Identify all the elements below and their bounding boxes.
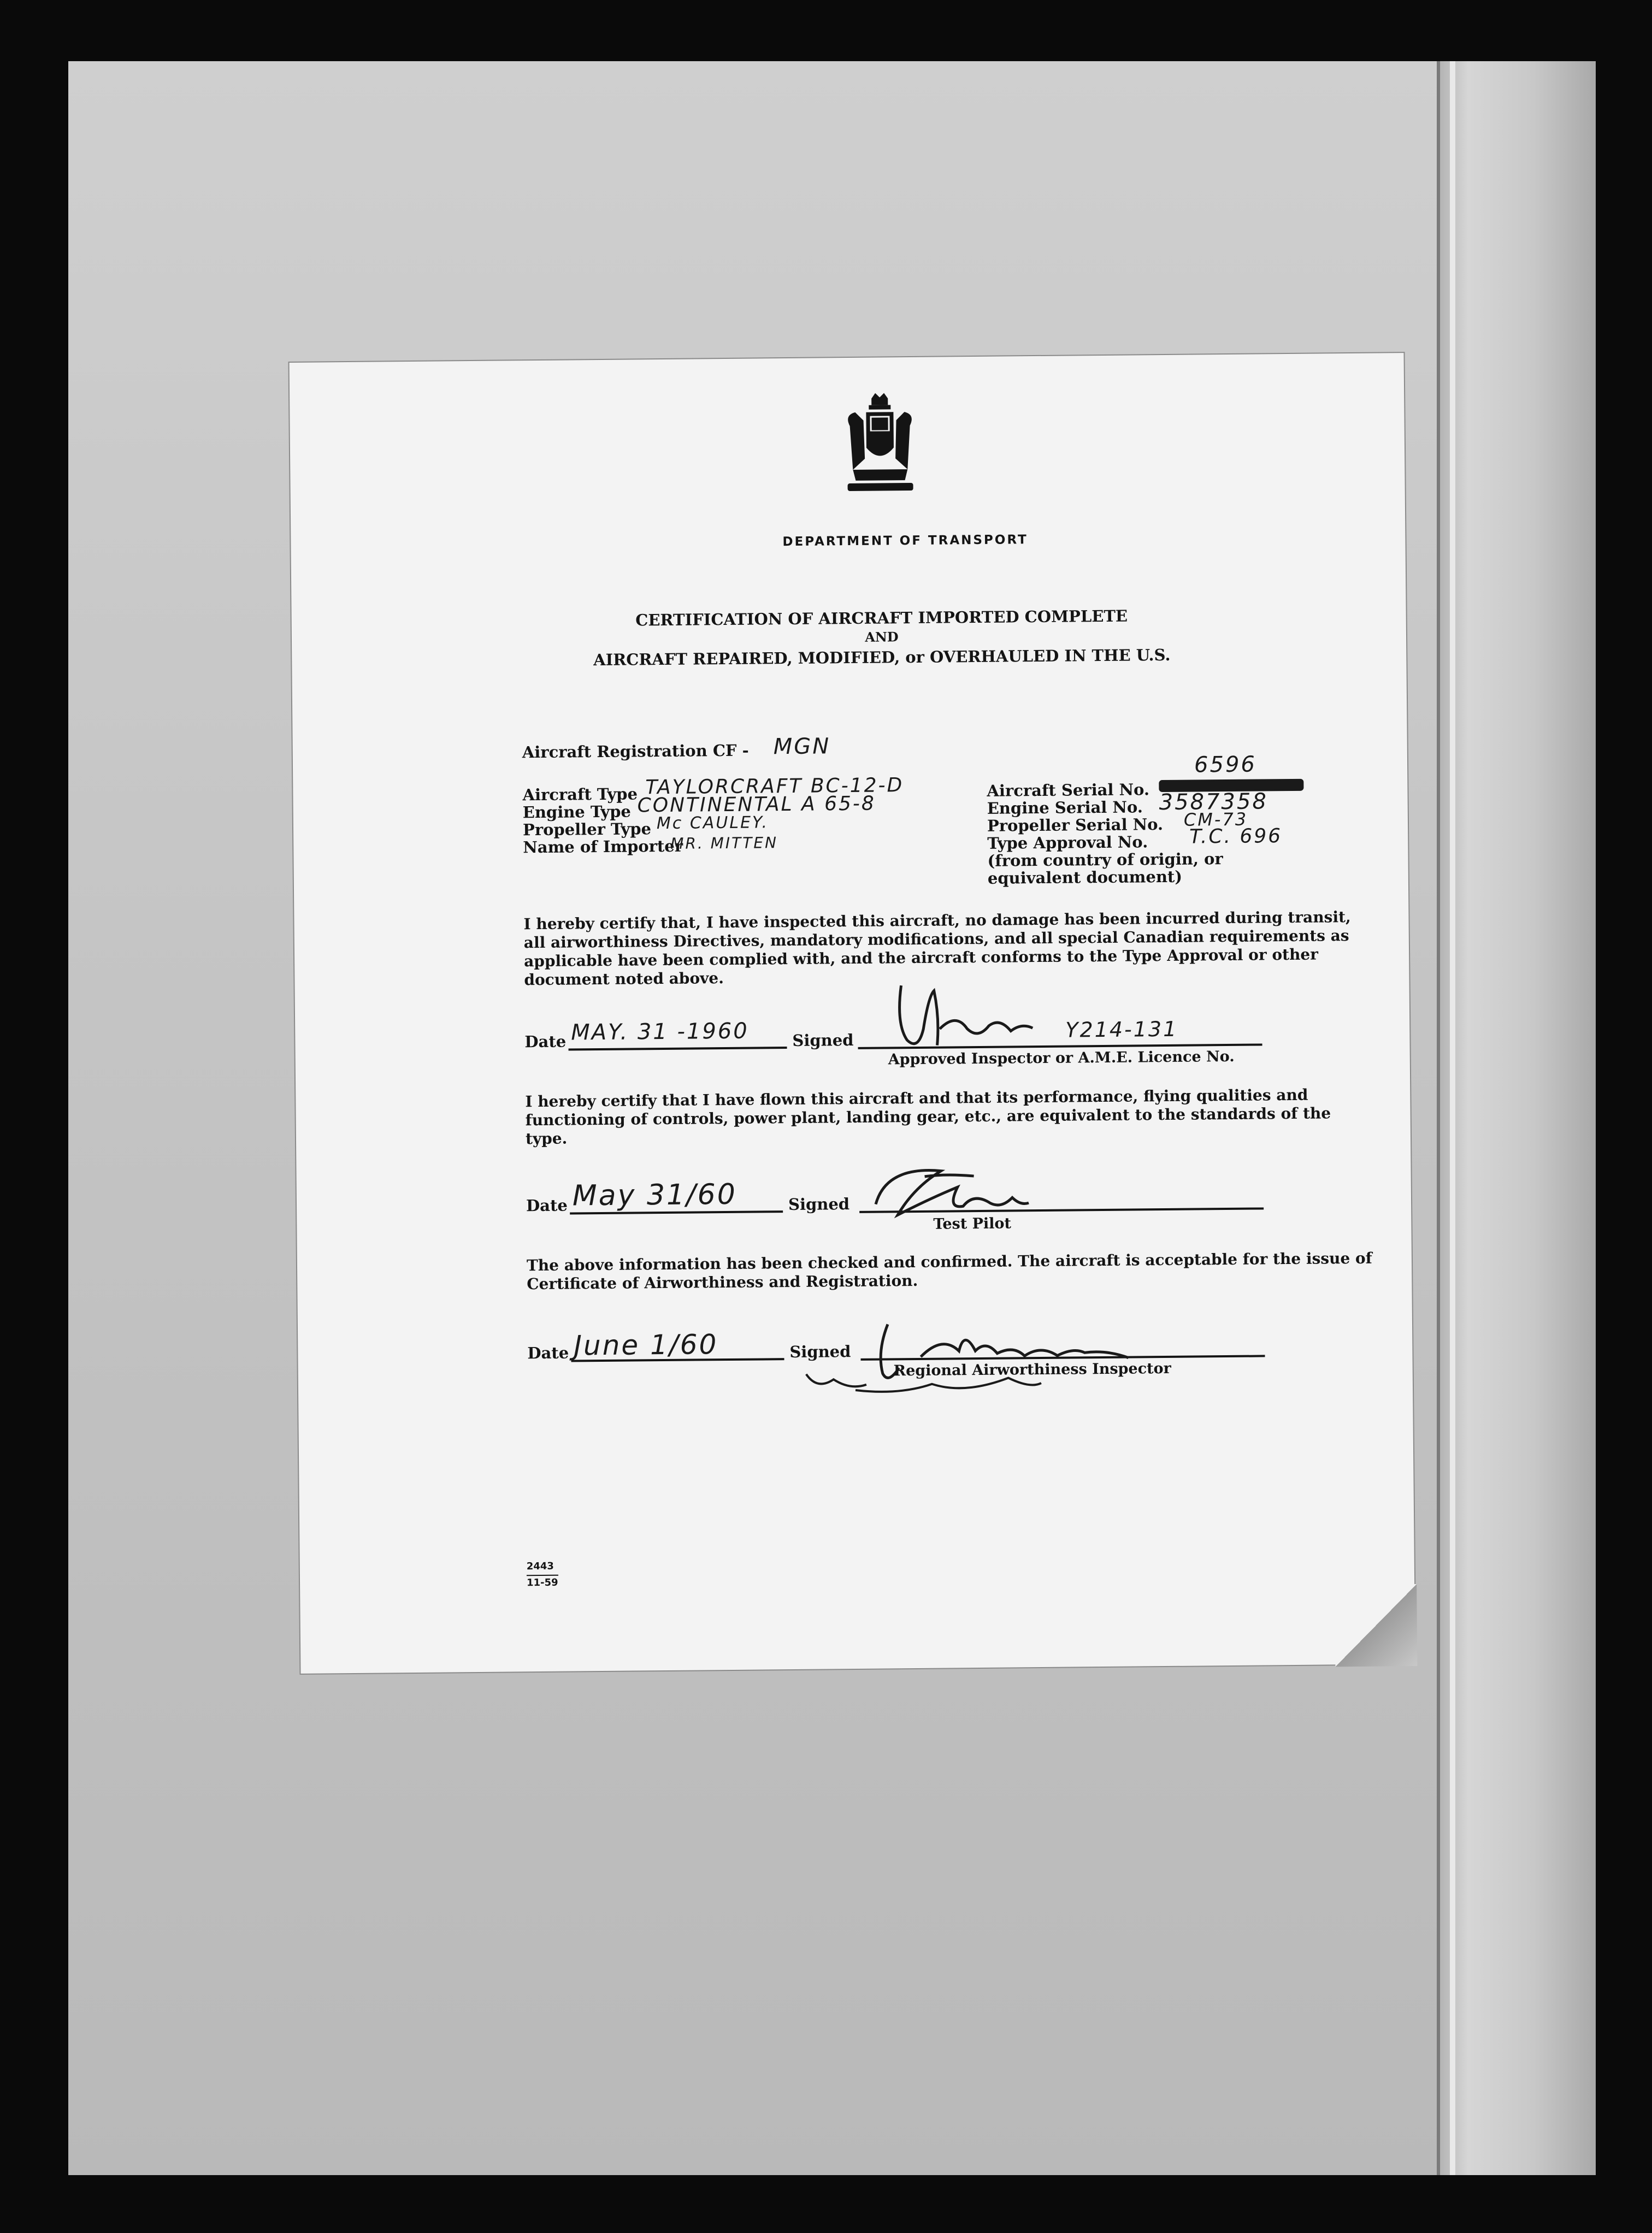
propeller-type-label: Propeller Type bbox=[522, 819, 652, 840]
type-approval-note-2: equivalent document) bbox=[987, 867, 1183, 888]
registration-label: Aircraft Registration CF - bbox=[522, 741, 749, 762]
registration-value: MGN bbox=[773, 734, 831, 760]
type-approval-value: T.C. 696 bbox=[1189, 825, 1283, 848]
department-heading: DEPARTMENT OF TRANSPORT bbox=[782, 533, 1028, 550]
inspector-signed-label: Signed bbox=[792, 1030, 854, 1050]
test-pilot-signed-label: Signed bbox=[788, 1195, 850, 1214]
engine-serial-label: Engine Serial No. bbox=[987, 798, 1143, 818]
regional-inspector-signed-label: Signed bbox=[789, 1342, 851, 1362]
test-pilot-caption: Test Pilot bbox=[933, 1215, 1012, 1233]
test-pilot-date-label: Date bbox=[526, 1196, 568, 1215]
aircraft-serial-label: Aircraft Serial No. bbox=[987, 780, 1150, 800]
form-revision-value: 11-59 bbox=[526, 1576, 558, 1589]
regional-inspector-date-label: Date bbox=[527, 1343, 569, 1363]
regional-inspector-certification-text: The above information has been checked and confirmed. The aircraft is acceptable for the issue of Certificate of Airworthiness and Registration. bbox=[526, 1249, 1372, 1293]
importer-value: MR. MITTEN bbox=[670, 834, 778, 853]
document-title-line-1: CERTIFICATION OF AIRCRAFT IMPORTED COMPLETE bbox=[635, 606, 1128, 630]
type-approval-note-1: (from country of origin, or bbox=[987, 849, 1223, 870]
engine-type-label: Engine Type bbox=[522, 802, 632, 822]
engine-type-value: CONTINENTAL A 65-8 bbox=[637, 792, 876, 817]
inspector-date-label: Date bbox=[524, 1032, 567, 1051]
engine-serial-value: 3587358 bbox=[1159, 789, 1268, 816]
inspector-date-line bbox=[569, 1047, 787, 1050]
document-title-line-3: AIRCRAFT REPAIRED, MODIFIED, or OVERHAULED IN THE U.S. bbox=[593, 645, 1171, 670]
page-curl bbox=[1335, 1584, 1417, 1667]
form-number bbox=[527, 1559, 558, 1591]
binding-board bbox=[1437, 61, 1596, 2175]
propeller-type-value: Mc CAULEY. bbox=[656, 813, 769, 834]
licence-number-value: Y214-131 bbox=[1065, 1017, 1178, 1042]
test-pilot-date-value: May 31/60 bbox=[572, 1178, 738, 1213]
certificate-document bbox=[290, 353, 1415, 1674]
regional-inspector-signature bbox=[800, 1305, 1194, 1402]
inspector-signature bbox=[884, 973, 1060, 1057]
propeller-serial-value: CM-73 bbox=[1183, 808, 1248, 830]
importer-label: Name of Importer bbox=[523, 836, 683, 857]
aircraft-type-value: TAYLORCRAFT BC-12-D bbox=[645, 774, 904, 799]
aircraft-type-label: Aircraft Type bbox=[522, 784, 638, 805]
regional-inspector-date-value: June 1/60 bbox=[574, 1328, 718, 1362]
document-title-line-2: AND bbox=[865, 629, 899, 645]
coat-of-arms-icon bbox=[841, 393, 919, 497]
aircraft-serial-value: 6596 bbox=[1194, 752, 1257, 778]
inspector-date-value: MAY. 31 -1960 bbox=[571, 1018, 749, 1045]
inspector-certification-text: I hereby certify that, I have inspected this aircraft, no damage has been incurred during transit, all airworthiness Directives, mandatory modifications, and all special Canadian requirements as applicable have been complied with, and the aircraft conforms to the Type Approval or other document noted above. bbox=[523, 908, 1351, 989]
type-approval-label: Type Approval No. bbox=[987, 832, 1148, 853]
propeller-serial-label: Propeller Serial No. bbox=[987, 815, 1164, 835]
test-pilot-certification-text: I hereby certify that I have flown this aircraft and that its performance, flying qualities and functioning of controls, power plant, landing gear, etc., are equivalent to the standards of the type. bbox=[525, 1085, 1331, 1148]
form-number-value: 2443 bbox=[527, 1559, 558, 1576]
board-edge bbox=[1450, 61, 1455, 2175]
inspector-caption: Approved Inspector or A.M.E. Licence No. bbox=[888, 1048, 1235, 1068]
regional-inspector-caption: Regional Airworthiness Inspector bbox=[893, 1360, 1171, 1380]
